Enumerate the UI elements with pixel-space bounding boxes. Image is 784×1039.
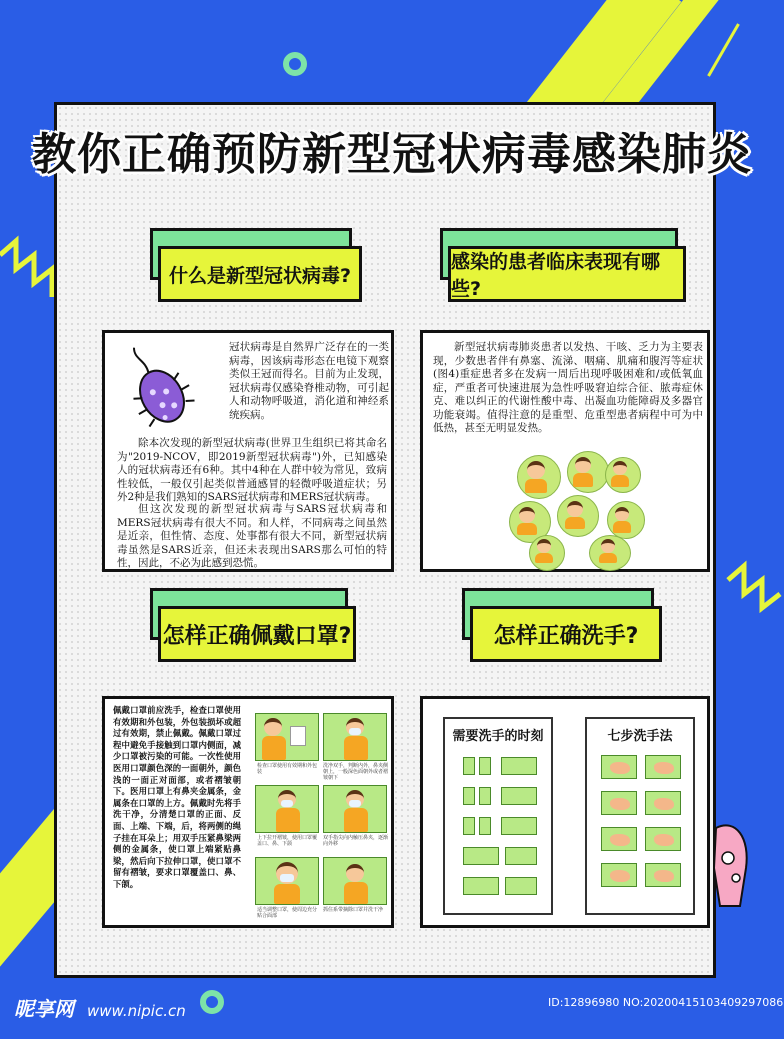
mask-step-1-image xyxy=(255,713,319,761)
mask-step-5-caption: 适当调整口罩，使周边充分贴合面部 xyxy=(257,907,318,919)
poster-title: 教你正确预防新型冠状病毒感染肺炎 xyxy=(32,129,752,180)
footer-url: www.nipic.cn xyxy=(86,1002,186,1020)
what-is-paragraph-2: 除本次发现的新型冠状病毒(世界卫生组织已将其命名为"2019-NCOV，即2019新型冠状病毒")外，已知感染人的冠状病毒还有6种。其中4种在人群中较为常见，致病性较低，一般仅引起类似普通感冒的轻微呼吸道症状；另外2种是我们熟知的SARS冠状病毒和MERS冠状病毒。 xyxy=(117,437,387,503)
what-is-paragraph-3: 但这次发现的新型冠状病毒与SARS冠状病毒和MERS冠状病毒有很大不同。和人样，不同病毒之间虽然是近亲，但性情、态度、处事都有很大不同，新型冠状病毒虽然是SARS近亲，但还未表现出SARS那么可怕的特性，因此，不必为此感到恐慌。 xyxy=(117,503,387,569)
zigzag-decoration xyxy=(0,235,56,325)
card-mask xyxy=(102,696,394,928)
seven-step-card xyxy=(585,717,695,915)
mask-step-1-caption: 检查口罩使用有效期和外包装 xyxy=(257,763,318,775)
hand-sanitizer-decoration xyxy=(706,818,752,910)
mask-step-6-image xyxy=(323,857,387,905)
mask-step-2-caption: 洗净双手，判断内外，鼻夹侧朝上，一般深色面朝外或者褶皱朝下 xyxy=(323,763,389,781)
footer-logo-text: 昵享网 xyxy=(14,997,74,1021)
mask-step-3-caption: 上下拉开褶皱，使用口罩覆盖口、鼻、下颌 xyxy=(257,835,318,847)
ring-decoration-bottom xyxy=(200,990,224,1014)
ring-decoration xyxy=(283,52,307,76)
virus-icon xyxy=(113,339,205,437)
card-symptoms xyxy=(420,330,710,572)
section-heading-mask: 怎样正确佩戴口罩? xyxy=(158,606,356,662)
line-decoration xyxy=(707,23,740,76)
symptoms-illustration xyxy=(509,451,641,569)
zigzag-decoration-right xyxy=(724,560,784,640)
mask-step-6-caption: 抓住系带摘除口罩并洗干净 xyxy=(323,907,384,913)
mask-step-2-image xyxy=(323,713,387,761)
mask-step-3-image xyxy=(255,785,319,833)
card-what-is xyxy=(102,330,394,572)
section-heading-symptoms: 感染的患者临床表现有哪些? xyxy=(448,246,686,302)
mask-step-5-image xyxy=(255,857,319,905)
mask-step-4-caption: 双手指尖向内触压鼻夹，逐渐向外移 xyxy=(323,835,389,847)
mask-step-4-image xyxy=(323,785,387,833)
handwash-moments-title: 需要洗手的时刻 xyxy=(452,729,544,744)
section-heading-handwash: 怎样正确洗手? xyxy=(470,606,662,662)
handwash-moments-card xyxy=(443,717,553,915)
seven-step-title: 七步洗手法 xyxy=(607,729,673,744)
footer-logo xyxy=(14,993,186,1022)
footer-id: ID:12896980 NO:20200415103409297086 xyxy=(548,996,784,1009)
symptoms-paragraph: 新型冠状病毒肺炎患者以发热、干咳、乏力为主要表现，少数患者伴有鼻塞、流涕、咽痛、肌痛和腹泻等症状(图4)重症患者多在发病一周后出现呼吸困难和/或低氧血症，严重者可快速进展为急性呼吸窘迫综合征、脓毒症休克、难以纠正的代谢性酸中毒、出凝血功能障碍及多器官功能衰竭。值得注意的是重型、危重型患者病程中可为中低热，甚至无明显发热。 xyxy=(433,341,703,434)
card-handwash xyxy=(420,696,710,928)
section-heading-what-is: 什么是新型冠状病毒? xyxy=(158,246,362,302)
mask-paragraph: 佩戴口罩前应洗手，检查口罩使用有效期和外包装，外包装损坏或超过有效期，禁止佩戴。佩戴口罩过程中避免手接触到口罩内侧面，减少口罩被污染的可能。一次性使用医用口罩颜色深的一面朝外，颜色浅的一面正对面部，或者褶皱朝下。医用口罩上有鼻夹金属条，金属条在口罩的上方。佩戴时先将手洗干净，分清楚口罩的正面、反面、上端、下端，后，将两侧的绳子挂在耳朵上；用双手压紧鼻梁两侧的金属条，使口罩上端紧贴鼻梁，然后向下拉伸口罩，使口罩不留有褶皱，要求口罩覆盖口、鼻、下颌。 xyxy=(113,705,241,889)
what-is-paragraph-1: 冠状病毒是自然界广泛存在的一类病毒，因该病毒形态在电镜下观察类似王冠而得名。目前为止发现，冠状病毒仅感染脊椎动物，可引起人和动物呼吸道，消化道和神经系统疾病。 xyxy=(229,341,389,421)
